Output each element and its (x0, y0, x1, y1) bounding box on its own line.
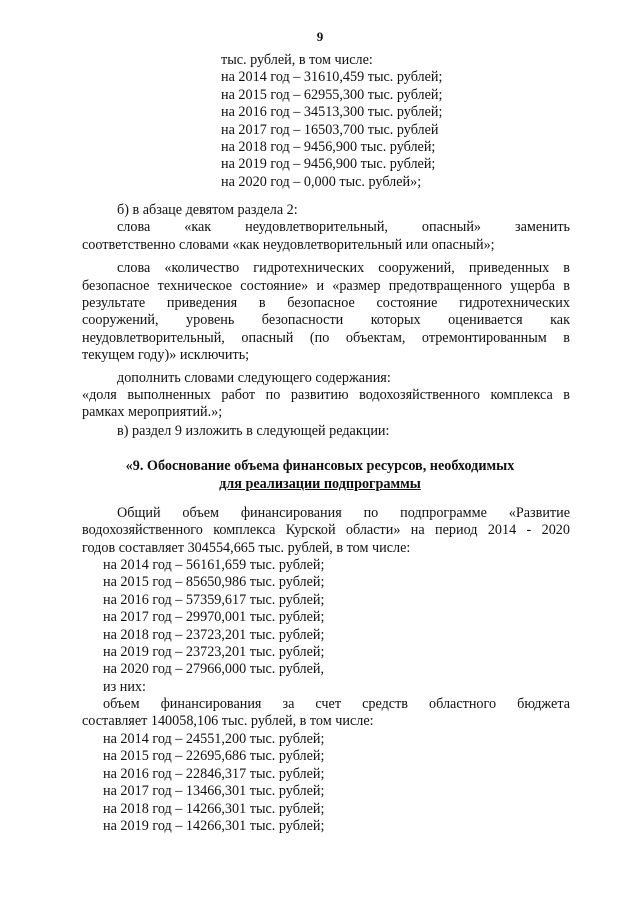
text-line: соответственно словами «как неудовлетворительный или опасный»; (82, 236, 495, 253)
list-item: на 2014 год – 56161,659 тыс. рублей; (103, 557, 325, 573)
amendment-heading: б) в абзаце девятом раздела 2: (117, 202, 298, 218)
text-line: составляет 140058,106 тыс. рублей, в том числе: (82, 713, 374, 730)
list-item: на 2020 год – 27966,000 тыс. рублей, (103, 661, 325, 678)
text-line: объем финансирования за счет средств областного бюджета (103, 696, 570, 712)
text-line: Общий объем финансирования по подпрограмме «Развитие (117, 505, 570, 521)
list-item: на 2019 год – 9456,900 тыс. рублей; (221, 156, 436, 173)
regional-funding-years (103, 731, 423, 835)
list-item: на 2015 год – 85650,986 тыс. рублей; (103, 574, 325, 591)
total-funding (82, 505, 570, 557)
list-item: на 2016 год – 22846,317 тыс. рублей; (103, 765, 325, 782)
list-item: на 2017 год – 16503,700 тыс. рублей (221, 121, 439, 138)
list-item: на 2018 год – 14266,301 тыс. рублей; (103, 800, 325, 817)
list-item: на 2015 год – 22695,686 тыс. рублей; (103, 748, 325, 765)
paragraph (82, 260, 570, 364)
regional-funding (82, 696, 570, 731)
list-item: на 2016 год – 34513,300 тыс. рублей; (221, 104, 443, 121)
text-line: из них: (103, 678, 146, 695)
text-line: дополнить словами следующего содержания: (117, 369, 391, 386)
section-title-line: для реализации подпрограммы (219, 476, 421, 492)
text-line: слова «количество гидротехнических сооружений, приведенных в (117, 260, 570, 277)
section-title-line: «9. Обоснование объема финансовых ресурсов, необходимых (125, 458, 515, 474)
paragraph (82, 387, 570, 422)
text-line: рамках мероприятий.»; (82, 404, 223, 421)
list-item: на 2018 год – 23723,201 тыс. рублей; (103, 626, 325, 643)
list-item: на 2018 год – 9456,900 тыс. рублей; (221, 138, 436, 155)
text-line: результате приведения в безопасное состояние гидротехнических (82, 294, 570, 311)
list-item: на 2019 год – 14266,301 тыс. рублей; (103, 817, 325, 834)
list-item: на 2014 год – 31610,459 тыс. рублей; (221, 69, 443, 86)
text-line: годов составляет 304554,665 тыс. рублей, в том числе: (82, 539, 411, 556)
list-item: на 2014 год – 24551,200 тыс. рублей; (103, 731, 325, 747)
text-line: сооружений, уровень безопасности которых оценивается как (82, 312, 570, 329)
list-item: на 2015 год – 62955,300 тыс. рублей; (221, 86, 443, 103)
page-number: 9 (316, 29, 324, 44)
total-funding-years (103, 557, 423, 696)
list-item: на 2020 год – 0,000 тыс. рублей»; (221, 173, 422, 190)
text-line: неудовлетворительный, опасный (по объектам, отремонтированным в (82, 329, 570, 346)
text-line: слова «как неудовлетворительный, опасный» заменить (117, 219, 570, 236)
list-item: на 2019 год – 23723,201 тыс. рублей; (103, 643, 325, 660)
text-line: водохозяйственного комплекса Курской области» на период 2014 - 2020 (82, 522, 570, 539)
paragraph (82, 219, 570, 254)
top-funding-list (221, 52, 541, 191)
list-item: на 2017 год – 13466,301 тыс. рублей; (103, 783, 325, 800)
section-title (70, 458, 570, 494)
amendment-heading: в) раздел 9 изложить в следующей редакции: (117, 422, 390, 439)
list-item: на 2016 год – 57359,617 тыс. рублей; (103, 591, 325, 608)
list-item: на 2017 год – 29970,001 тыс. рублей; (103, 609, 325, 626)
text-line: текущем году)» исключить; (82, 347, 250, 364)
text-line: безопасное техническое состояние» и «размер предотвращенного ущерба в (82, 277, 570, 294)
text-line: «доля выполненных работ по развитию водохозяйственного комплекса в (82, 386, 570, 403)
list-item: тыс. рублей, в том числе: (221, 52, 373, 68)
amendment-b (82, 202, 570, 440)
